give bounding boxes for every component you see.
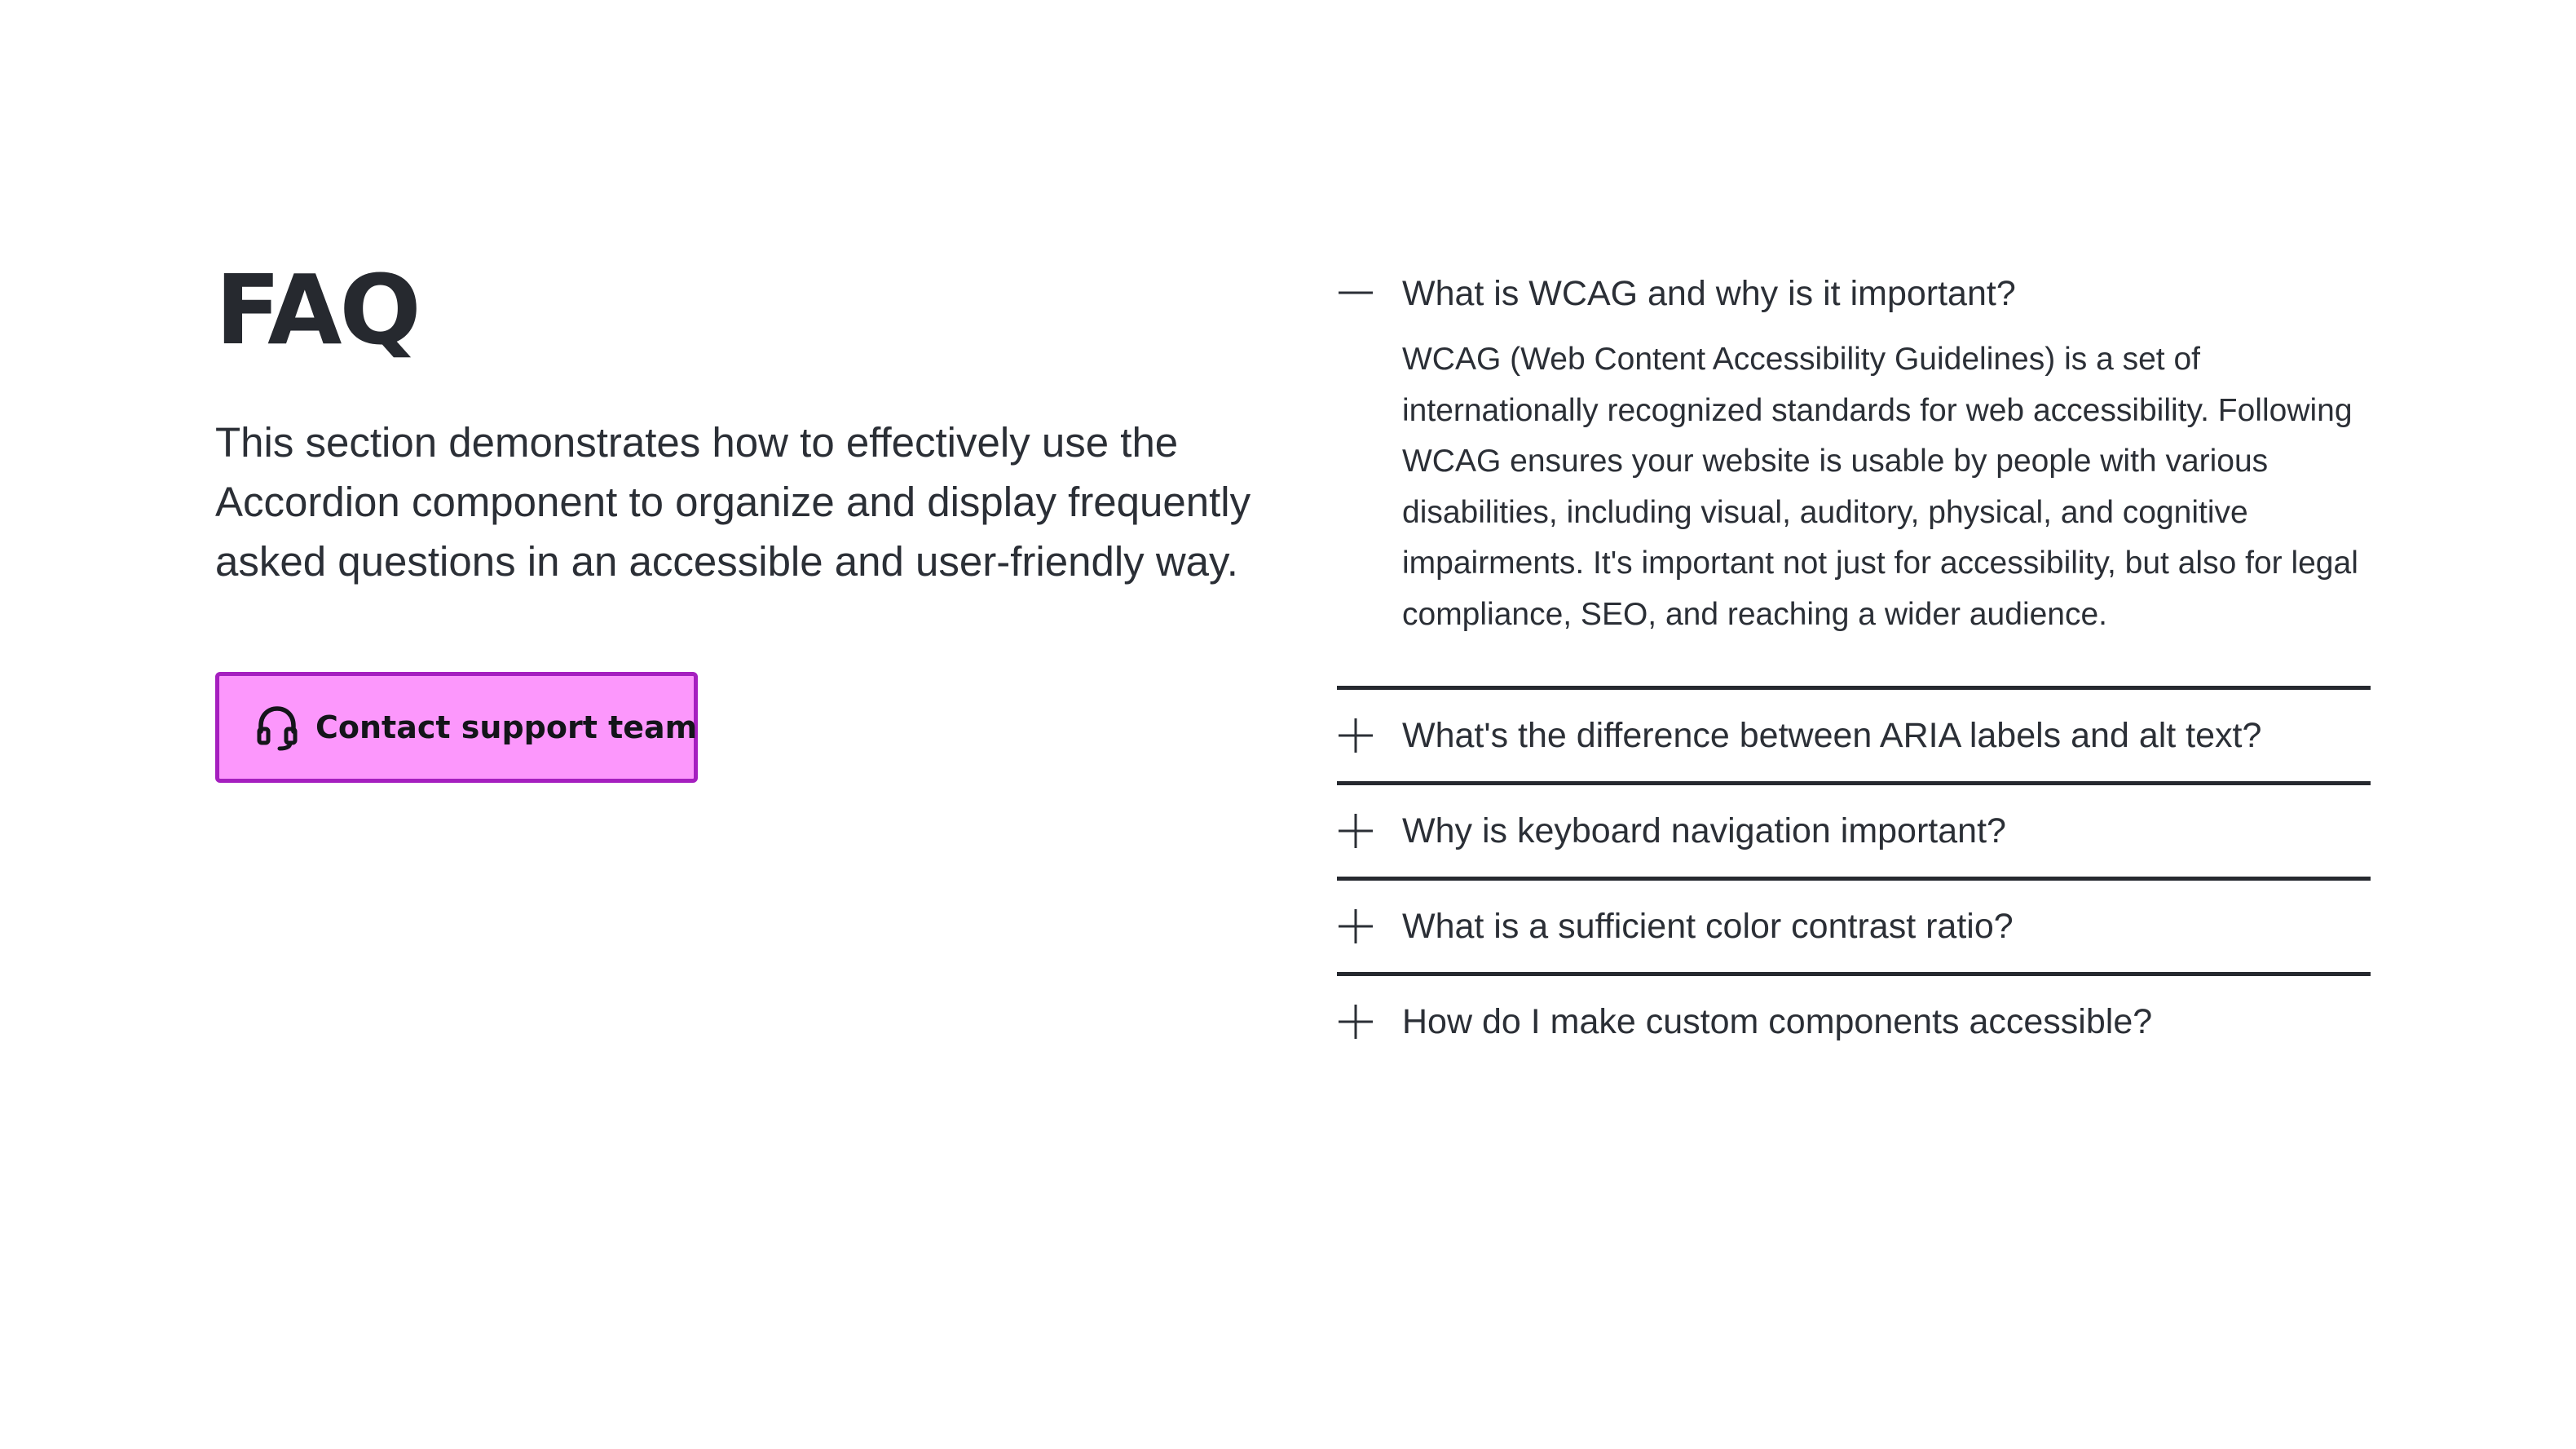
contact-support-button[interactable] — [215, 672, 698, 783]
accordion-item-keyboard — [1337, 785, 2371, 881]
accordion-header-keyboard[interactable] — [1337, 785, 2371, 877]
accordion-answer: WCAG (Web Content Accessibility Guidelines) is a set of internationally recognized standards for web accessibility. Following WCAG ensures your website is usable by people with various disabilities, including visual, auditory, physical, and cognitive impairments. It's important not just for accessibility, but also for legal compliance, SEO, and reaching a wider audience. — [1402, 342, 2358, 632]
plus-icon — [1337, 717, 1374, 754]
intro-text: This section demonstrates how to effectively use the Accordion component to organize and display frequently asked questions in an accessible and user-friendly way. — [215, 419, 1251, 585]
accordion-header-contrast[interactable] — [1337, 881, 2371, 972]
accordion-question: What is WCAG and why is it important? — [1402, 274, 2016, 313]
accordion-question: What's the difference between ARIA labels and alt text? — [1402, 715, 2262, 755]
accordion-panel-wcag — [1337, 334, 2371, 686]
accordion-item-contrast — [1337, 881, 2371, 976]
accordion-header-aria[interactable] — [1337, 690, 2371, 781]
accordion-question: What is a sufficient color contrast ratio? — [1402, 906, 2014, 946]
accordion-item-custom-components — [1337, 976, 2371, 1067]
accordion-item-wcag — [1337, 250, 2371, 690]
accordion-question: How do I make custom components accessible? — [1402, 1001, 2153, 1041]
page-title: FAQ — [215, 254, 419, 366]
headset-icon — [255, 704, 299, 751]
accordion-header-wcag[interactable] — [1337, 250, 2371, 334]
plus-icon — [1337, 1003, 1374, 1040]
faq-accordion — [1337, 250, 2371, 1067]
contact-support-label: Contact support team — [315, 709, 698, 745]
plus-icon — [1337, 908, 1374, 945]
minus-icon — [1337, 274, 1374, 311]
plus-icon — [1337, 812, 1374, 850]
accordion-item-aria — [1337, 690, 2371, 785]
faq-intro-section — [215, 245, 1275, 745]
accordion-question: Why is keyboard navigation important? — [1402, 811, 2006, 850]
accordion-header-custom-components[interactable] — [1337, 976, 2371, 1067]
